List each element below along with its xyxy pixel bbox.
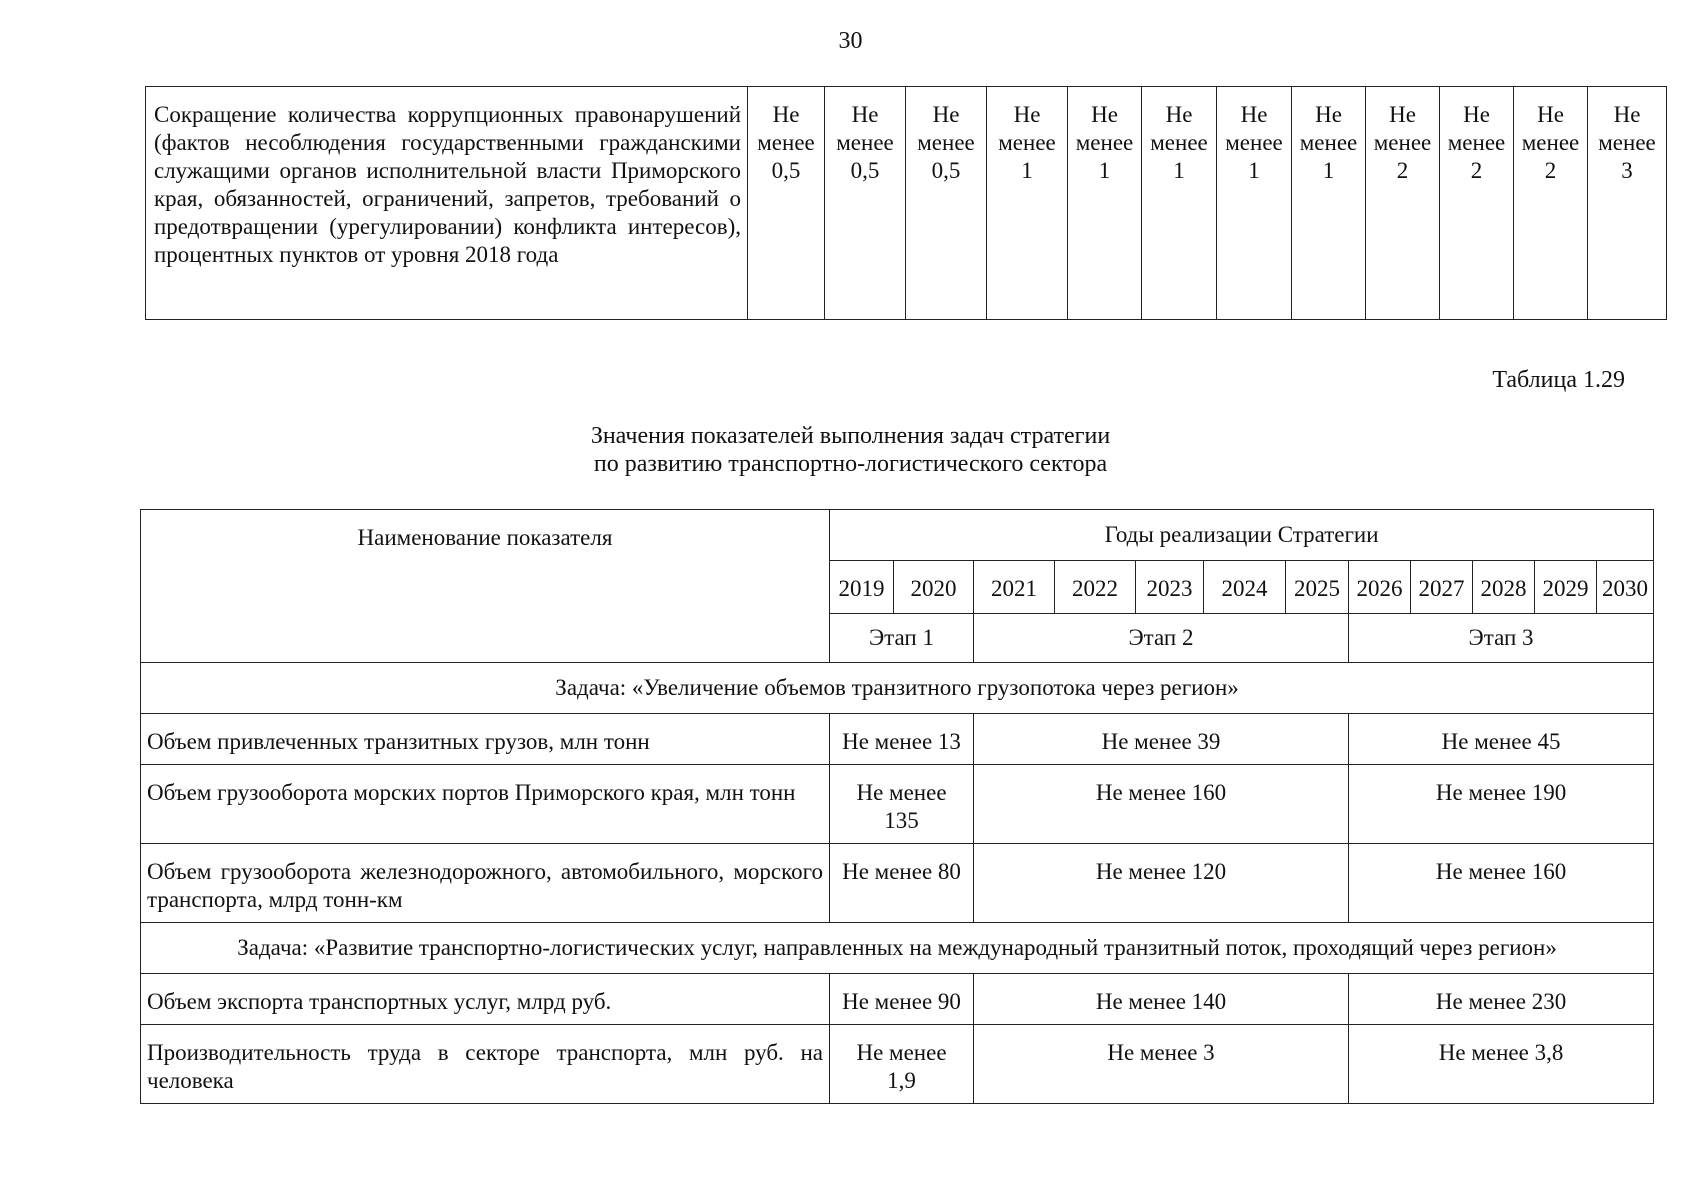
value: 0,5 bbox=[771, 158, 801, 183]
header-row bbox=[141, 510, 1654, 561]
stage1-value: Не менее 1,9 bbox=[830, 1025, 974, 1104]
value-prefix: менее bbox=[1075, 130, 1134, 155]
value-prefix: Не bbox=[932, 102, 960, 127]
value-prefix: Не bbox=[1389, 102, 1416, 127]
table-row bbox=[141, 974, 1654, 1025]
year-cell: 2027 bbox=[1411, 561, 1473, 614]
value-cell bbox=[987, 87, 1068, 320]
year-cell: 2024 bbox=[1204, 561, 1286, 614]
value: 2 bbox=[1396, 158, 1409, 183]
value: 1 bbox=[1248, 158, 1260, 183]
stage3-value: Не менее 230 bbox=[1349, 974, 1654, 1025]
value-cell bbox=[1366, 87, 1440, 320]
year-cell: 2019 bbox=[830, 561, 894, 614]
indicator-name: Объем грузооборота морских портов Приморского края, млн тонн bbox=[141, 765, 830, 844]
year-cell: 2025 bbox=[1286, 561, 1349, 614]
task-title: Задача: «Увеличение объемов транзитного грузопотока через регион» bbox=[141, 663, 1654, 714]
value-prefix: менее bbox=[998, 130, 1056, 155]
value-prefix: Не bbox=[1013, 102, 1041, 127]
value-cell bbox=[906, 87, 987, 320]
value-prefix: Не bbox=[1091, 102, 1118, 127]
year-cell: 2029 bbox=[1535, 561, 1597, 614]
table-row bbox=[141, 844, 1654, 923]
stage2-value: Не менее 160 bbox=[974, 765, 1349, 844]
value: 3 bbox=[1621, 158, 1633, 183]
stage2-value: Не менее 3 bbox=[974, 1025, 1349, 1104]
value-prefix: менее bbox=[1225, 130, 1283, 155]
year-cell: 2026 bbox=[1349, 561, 1411, 614]
stage-cell: Этап 3 bbox=[1349, 614, 1654, 663]
caption-line: по развитию транспортно-логистического сектора bbox=[593, 451, 1108, 477]
caption-line: Значения показателей выполнения задач стратегии bbox=[590, 423, 1111, 449]
value-prefix: Не bbox=[1537, 102, 1564, 127]
value: 0,5 bbox=[931, 158, 961, 183]
table-number: Таблица 1.29 bbox=[1492, 367, 1625, 393]
value-cell bbox=[825, 87, 906, 320]
strategy-indicators-table bbox=[140, 509, 1654, 1104]
stage3-value: Не менее 45 bbox=[1349, 714, 1654, 765]
value-cell bbox=[1514, 87, 1588, 320]
value-prefix: менее bbox=[1598, 130, 1656, 155]
value-cell bbox=[1217, 87, 1292, 320]
value-prefix: Не bbox=[1463, 102, 1490, 127]
page-number: 30 bbox=[838, 28, 863, 54]
value-cell bbox=[1588, 87, 1667, 320]
value-prefix: менее bbox=[1299, 130, 1358, 155]
table-caption bbox=[0, 422, 1701, 478]
value-prefix: менее bbox=[1447, 130, 1506, 155]
year-cell: 2023 bbox=[1136, 561, 1204, 614]
value-cell bbox=[1142, 87, 1217, 320]
value-prefix: менее bbox=[1150, 130, 1208, 155]
header-years: Годы реализации Стратегии bbox=[830, 510, 1654, 561]
value-cell bbox=[1292, 87, 1366, 320]
year-cell: 2020 bbox=[894, 561, 974, 614]
indicator-name: Объем грузооборота железнодорожного, автомобильного, морского транспорта, млрд тонн-км bbox=[141, 844, 830, 923]
value: 1 bbox=[1173, 158, 1185, 183]
value-prefix: менее bbox=[757, 130, 815, 155]
indicator-name: Сокращение количества коррупционных правонарушений (фактов несоблюдения государственными гражданскими служащими органов исполнительной власти Приморского края, обязанностей, ограничений, запретов, требований о предотвращении (урегулировании) конфликта интересов), процентных пунктов от уровня 2018 года bbox=[146, 87, 748, 320]
table-row bbox=[141, 765, 1654, 844]
table-row bbox=[141, 1025, 1654, 1104]
value-prefix: Не bbox=[1613, 102, 1641, 127]
stage1-value: Не менее 80 bbox=[830, 844, 974, 923]
stage3-value: Не менее 190 bbox=[1349, 765, 1654, 844]
stage2-value: Не менее 120 bbox=[974, 844, 1349, 923]
stage1-value: Не менее 90 bbox=[830, 974, 974, 1025]
value-cell bbox=[748, 87, 825, 320]
stage2-value: Не менее 39 bbox=[974, 714, 1349, 765]
stage1-value: Не менее 135 bbox=[830, 765, 974, 844]
value-prefix: Не bbox=[1315, 102, 1342, 127]
task-row bbox=[141, 663, 1654, 714]
value-prefix: Не bbox=[851, 102, 879, 127]
year-cell: 2022 bbox=[1055, 561, 1136, 614]
indicator-name: Производительность труда в секторе транспорта, млн руб. на человека bbox=[141, 1025, 830, 1104]
value: 0,5 bbox=[850, 158, 880, 183]
value: 2 bbox=[1470, 158, 1483, 183]
table-row bbox=[146, 87, 1667, 320]
value: 1 bbox=[1098, 158, 1111, 183]
value-prefix: менее bbox=[1373, 130, 1432, 155]
value-cell bbox=[1440, 87, 1514, 320]
stage2-value: Не менее 140 bbox=[974, 974, 1349, 1025]
task-title: Задача: «Развитие транспортно-логистических услуг, направленных на международный транзитный поток, проходящий через регион» bbox=[141, 923, 1654, 974]
value-prefix: менее bbox=[1521, 130, 1580, 155]
value-cell bbox=[1068, 87, 1142, 320]
stage3-value: Не менее 3,8 bbox=[1349, 1025, 1654, 1104]
value: 1 bbox=[1322, 158, 1335, 183]
table-row bbox=[141, 714, 1654, 765]
task-row bbox=[141, 923, 1654, 974]
stage1-value: Не менее 13 bbox=[830, 714, 974, 765]
year-cell: 2021 bbox=[974, 561, 1055, 614]
value-prefix: менее bbox=[917, 130, 975, 155]
value: 2 bbox=[1544, 158, 1557, 183]
year-cell: 2030 bbox=[1597, 561, 1654, 614]
indicator-name: Объем привлеченных транзитных грузов, млн тонн bbox=[141, 714, 830, 765]
stage3-value: Не менее 160 bbox=[1349, 844, 1654, 923]
value: 1 bbox=[1021, 158, 1033, 183]
year-cell: 2028 bbox=[1473, 561, 1535, 614]
value-prefix: менее bbox=[836, 130, 894, 155]
indicator-continuation-table bbox=[145, 86, 1667, 320]
value-prefix: Не bbox=[772, 102, 800, 127]
header-name: Наименование показателя bbox=[141, 510, 830, 663]
indicator-name: Объем экспорта транспортных услуг, млрд руб. bbox=[141, 974, 830, 1025]
stage-cell: Этап 1 bbox=[830, 614, 974, 663]
value-prefix: Не bbox=[1165, 102, 1193, 127]
stage-cell: Этап 2 bbox=[974, 614, 1349, 663]
value-prefix: Не bbox=[1240, 102, 1268, 127]
